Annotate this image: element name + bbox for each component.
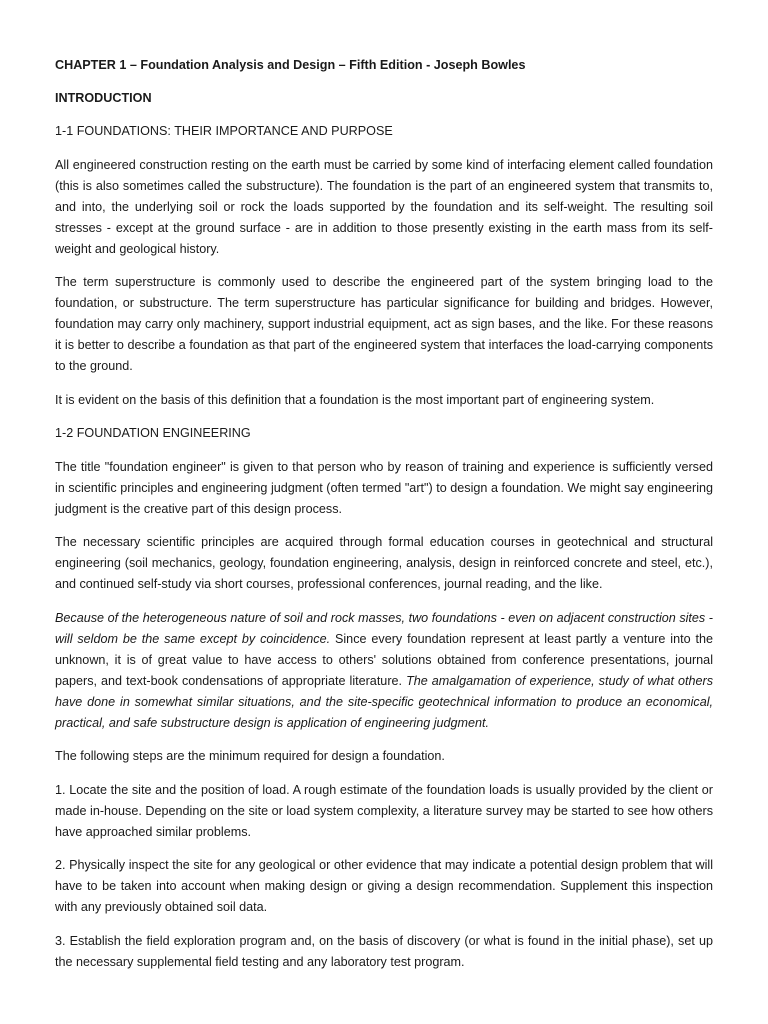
paragraph-foundation-definition: All engineered construction resting on the earth must be carried by some kind of interfacing element called foundation (this is also sometimes called the substructure). The foundation is the part of an engineered system that transmits to, and into, the underlying soil or rock the loads supported by the foundation and its self-weight. The resulting soil stresses - except at the ground surface - are in addition to those presently existing in the earth mass from its self-weight and geological history. [55,157,713,256]
paragraph-scientific-principles: The necessary scientific principles are acquired through formal education courses in geotechnical and structural engineering (soil mechanics, geology, foundation engineering, analysis, design in reinforced concrete and steel, etc.), and continued self-study via short courses, professional conferences, journal reading, and the like. [55,535,713,591]
document-title: CHAPTER 1 – Foundation Analysis and Design – Fifth Edition - Joseph Bowles [55,58,526,72]
introduction-heading: INTRODUCTION [55,91,152,105]
section-1-2-heading: 1-2 FOUNDATION ENGINEERING [55,426,251,440]
paragraph-foundation-engineer: The title "foundation engineer" is given to that person who by reason of training and experience is sufficiently versed in scientific principles and engineering judgment (often termed "art") to design a foundation. We might say engineering judgment is the creative part of this design process. [55,459,713,516]
step-2-inspect-site: 2. Physically inspect the site for any geological or other evidence that may indicate a potential design problem that will have to be taken into account when making design or giving a design recommendation. Supplement this inspection with any previously obtained soil data. [55,858,713,914]
paragraph-heterogeneous-nature [55,608,713,734]
step-3-field-exploration: 3. Establish the field exploration program and, on the basis of discovery (or what is found in the initial phase), set up the necessary supplemental field testing and any laboratory test program. [55,933,713,969]
step-1-locate-site: 1. Locate the site and the position of load. A rough estimate of the foundation loads is usually provided by the client or made in-house. Depending on the site or load system complexity, a literature survey may be started to see how others have approached similar problems. [55,782,713,839]
paragraph-importance: It is evident on the basis of this definition that a foundation is the most important part of engineering system. [55,392,655,407]
section-1-1-heading: 1-1 FOUNDATIONS: THEIR IMPORTANCE AND PURPOSE [55,124,393,138]
italic-text-heterogeneous: Because of the heterogeneous nature of soil and rock masses, two foundations - even on adjacent construction sites - will seldom be the same except by coincidence. [55,610,713,646]
document-page [55,55,713,973]
italic-text-amalgamation: The amalgamation of experience, study of what others have done in somewhat similar situations, and the site-specific geotechnical information to produce an economical, practical, and safe substructure design is application of engineering judgment. [55,673,713,730]
paragraph-minimum-steps: The following steps are the minimum required for design a foundation. [55,749,445,763]
text-unknown-venture: Since every foundation represent at least partly a venture into the unknown, it is of great value to have access to others' solutions obtained from conference presentations, journal papers, and text-book condensations of appropriate literature. [55,631,713,688]
paragraph-superstructure: The term superstructure is commonly used to describe the engineered part of the system bringing load to the foundation, or substructure. The term superstructure has particular significance for building and bridges. However, foundation may carry only machinery, support industrial equipment, act as sign bases, and the like. For these reasons it is better to describe a foundation as that part of the engineered system that interfaces the load-carrying components to the ground. [55,275,713,373]
